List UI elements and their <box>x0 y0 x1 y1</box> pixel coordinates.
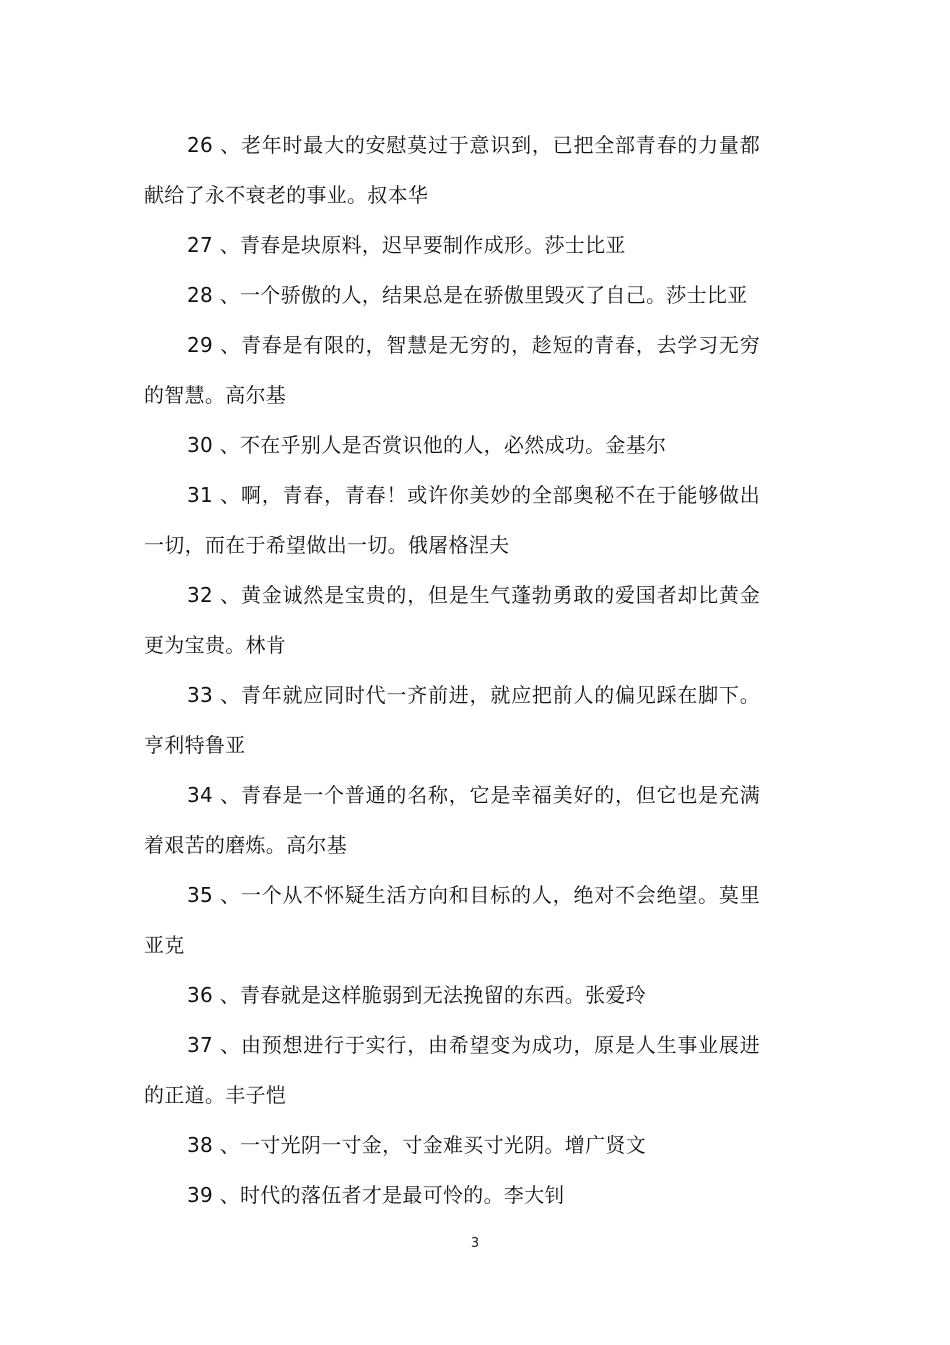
quote-entry-38: 38 、一寸光阴一寸金，寸金难买寸光阴。增广贤文 <box>187 1133 647 1157</box>
quote-entry-33: 33 、青年就应同时代一齐前进，就应把前人的偏见踩在脚下。亨利特鲁亚 <box>144 683 760 757</box>
quote-entry-26: 26 、老年时最大的安慰莫过于意识到，已把全部青春的力量都献给了永不衰老的事业。叔本华 <box>144 133 760 207</box>
quote-entry-35: 35 、一个从不怀疑生活方向和目标的人，绝对不会绝望。莫里亚克 <box>144 883 760 957</box>
quote-list <box>144 120 760 1220</box>
quote-entry-36: 36 、青春就是这样脆弱到无法挽留的东西。张爱玲 <box>187 983 647 1007</box>
quote-entry-27: 27 、青春是块原料，迟早要制作成形。莎士比亚 <box>187 233 626 257</box>
quote-entry-29: 29 、青春是有限的，智慧是无穷的，趁短的青春，去学习无穷的智慧。高尔基 <box>144 333 760 407</box>
quote-entry-31: 31 、啊，青春，青春！或许你美妙的全部奥秘不在于能够做出一切，而在于希望做出一切。俄屠格涅夫 <box>144 483 760 557</box>
quote-entry-28: 28 、一个骄傲的人，结果总是在骄傲里毁灭了自己。莎士比亚 <box>187 283 748 307</box>
quote-entry-37: 37 、由预想进行于实行，由希望变为成功，原是人生事业展进的正道。丰子恺 <box>144 1033 760 1107</box>
quote-entry-34: 34 、青春是一个普通的名称，它是幸福美好的，但它也是充满着艰苦的磨炼。高尔基 <box>144 783 760 857</box>
quote-entry-39: 39 、时代的落伍者才是最可怜的。李大钊 <box>187 1183 565 1207</box>
page-number: 3 <box>470 1236 480 1251</box>
quote-entry-32: 32 、黄金诚然是宝贵的，但是生气蓬勃勇敢的爱国者却比黄金更为宝贵。林肯 <box>144 583 760 657</box>
quote-entry-30: 30 、不在乎别人是否赏识他的人，必然成功。金基尔 <box>187 433 667 457</box>
